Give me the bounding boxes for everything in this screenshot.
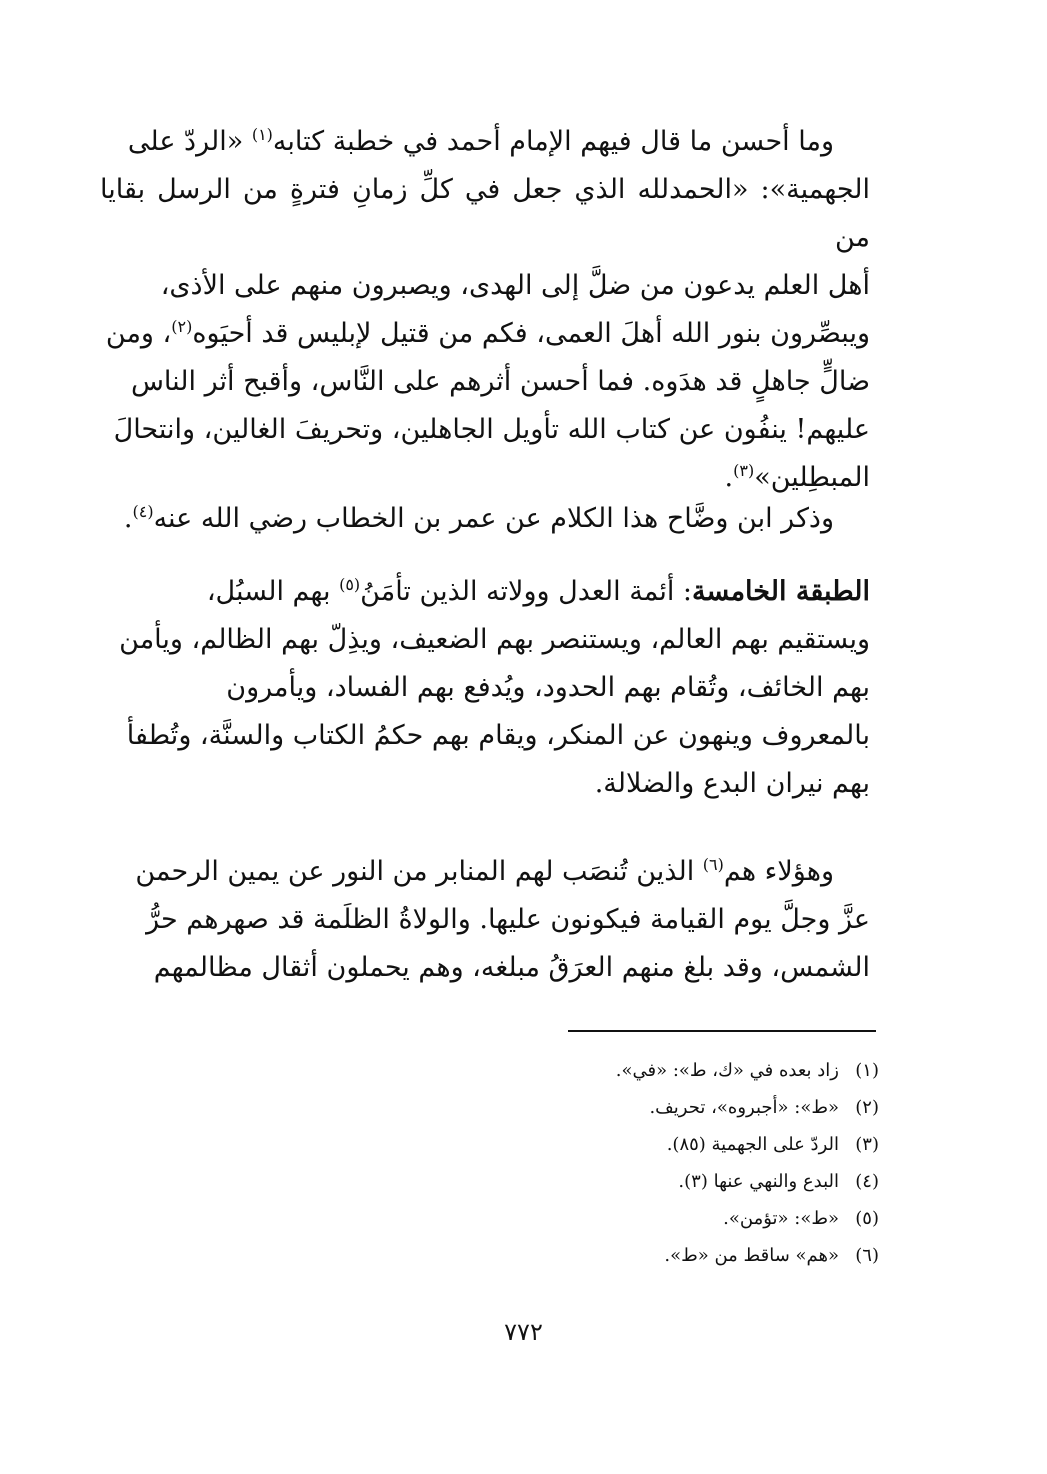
text-line: وذكر ابن وضَّاح هذا الكلام عن عمر بن الخطاب رضي الله عنه$^{(٤)}$. (123, 502, 834, 534)
footnote-item (479, 1052, 879, 1089)
footnote-number: (٤) (855, 1171, 879, 1192)
footnote-item (479, 1200, 879, 1237)
text-line: بهم الخائف، وتُقام بهم الحدود، ويُدفع بهم الفساد، ويأمرون (226, 672, 870, 703)
text-line: وهؤلاء هم$^{(٦)}$ الذين تُنصَب لهم المنابر من النور عن يمين الرحمن (135, 855, 834, 887)
footnote-mark: (١) (251, 125, 273, 144)
footnote-number: (٥) (855, 1208, 879, 1229)
footnote-text: «هم» ساقط من «ط». (664, 1245, 839, 1266)
paragraph-imam-ahmad-quote (100, 118, 870, 502)
paragraph-fifth-class (100, 568, 870, 808)
paragraph-ibn-waddah (100, 495, 870, 543)
footnote-text: البدع والنهي عنها (٣). (678, 1171, 839, 1192)
footnote-mark: (٦) (702, 855, 724, 874)
text-line: الشمس، وقد بلغ منهم العرَقُ مبلغه، وهم يحملون أثقال مظالمهم (153, 952, 870, 983)
text-line: عزَّ وجلَّ يوم القيامة فيكونون عليها. والولاةُ الظلَمة قد صهرهم حرُّ (146, 904, 870, 935)
text-line: الطبقة الخامسة: أئمة العدل وولاته الذين تأمَنُ$^{(٥)}$ بهم السبُل، (206, 575, 870, 607)
footnote-mark: (٢) (171, 317, 193, 336)
footnote-text: زاد بعده في «ك، ط»: «في». (615, 1060, 839, 1081)
footnote-item (479, 1163, 879, 1200)
text-line: عليهم! ينفُون عن كتاب الله تأويل الجاهلين، وتحريفَ الغالين، وانتحالَ (113, 414, 870, 445)
paragraph-just-rulers (100, 848, 870, 992)
text-line: وما أحسن ما قال فيهم الإمام أحمد في خطبة كتابه$^{(١)}$ «الردّ على (127, 125, 834, 157)
section-heading: الطبقة الخامسة (692, 576, 870, 607)
text-line: بهم نيران البدع والضلالة. (594, 768, 870, 799)
footnote-item (479, 1089, 879, 1126)
text-line: ويستقيم بهم العالم، ويستنصر بهم الضعيف، ويذِلّ بهم الظالم، ويأمن (119, 624, 870, 655)
page-number: ٧٧٢ (504, 1318, 543, 1346)
footnote-number: (١) (855, 1060, 879, 1081)
text-line: المبطِلين»$^{(٣)}$. (724, 461, 870, 493)
footnote-mark: (٥) (339, 575, 361, 594)
text-line: ضالٍّ جاهلٍ قد هدَوه. فما أحسن أثرهم على النَّاس، وأقبح أثر الناس (130, 366, 870, 397)
footnote-number: (٣) (855, 1134, 879, 1155)
footnote-mark: (٤) (132, 502, 154, 521)
footnote-text: الردّ على الجهمية (٨٥). (666, 1134, 839, 1155)
footnote-number: (٦) (855, 1245, 879, 1266)
footnotes (479, 1052, 879, 1274)
text-line: بالمعروف وينهون عن المنكر، ويقام بهم حكمُ الكتاب والسنَّة، وتُطفأ (126, 720, 870, 751)
footnote-item (479, 1126, 879, 1163)
text-line: الجهمية»: «الحمدلله الذي جعل في كلِّ زمانِ فترةٍ من الرسل بقايا من (100, 174, 870, 253)
footnote-mark: (٣) (733, 461, 755, 480)
footnote-number: (٢) (855, 1097, 879, 1118)
footnote-text: «ط»: «أجبروه»، تحريف. (649, 1097, 839, 1118)
text-line: أهل العلم يدعون من ضلَّ إلى الهدى، ويصبرون منهم على الأذى، (160, 270, 870, 301)
text-line: ويبصِّرون بنور الله أهلَ العمى، فكم من قتيل لإبليس قد أحيَوه$^{(٢)}$، ومن (105, 317, 870, 349)
footnote-item (479, 1237, 879, 1274)
footnote-text: «ط»: «تؤمن». (723, 1208, 839, 1229)
footnote-separator (568, 1030, 876, 1032)
